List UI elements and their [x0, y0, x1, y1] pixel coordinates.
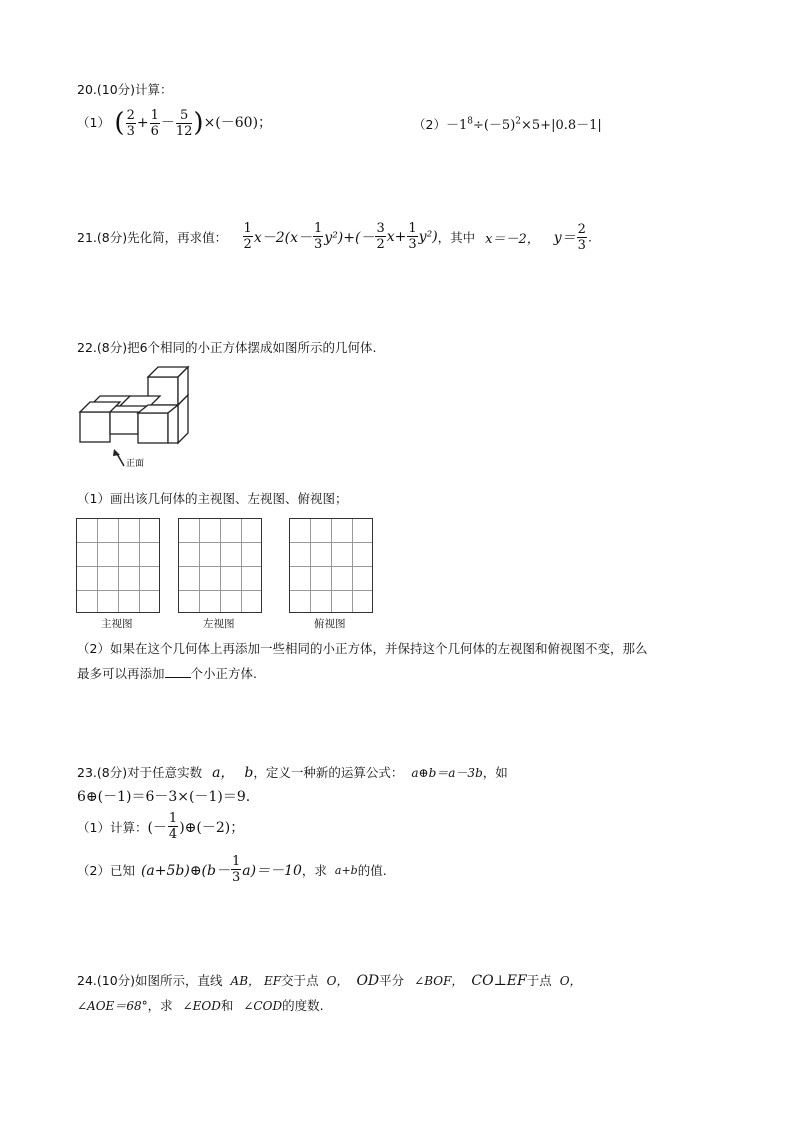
q23-part1: （1）计算：(－ $\frac{1}{4}$ )⊕(－2)；: [77, 811, 245, 842]
frac: $\frac{2}{3}$: [126, 107, 135, 139]
answer-blank[interactable]: [165, 665, 191, 678]
q20-part1-label: （1）: [77, 115, 110, 130]
cube-figure: [78, 364, 193, 472]
q22-part2-line2: 最多可以再添加 个小正方体.: [77, 666, 257, 681]
q20-part2: $(2)-1^8\div(-5)^2\times 5+|0.8-1|$: [413, 116, 602, 133]
main-view-label: 主视图: [101, 618, 133, 630]
q24-line1: 24.(10分)如图所示，直线 AB， EF交于点 O， OD平分 ∠BOF， CO⊥EF于点 O，: [77, 973, 582, 989]
q23-heading: 23.(8分)对于任意实数 a， b，定义一种新的运算公式： a⊕b＝a－3b，如: [77, 765, 508, 781]
q21-question: 21.(8分)先化简，再求值： $\frac{1}{2}$ x－2(x－ $\frac{1}{3}$ y²)+(－ $\frac{3}{2}$ x+ $\frac{1}{3}$ y²)，其中 x＝－2， y＝ $\frac{2}{3}$ .: [77, 221, 592, 253]
top-view-grid[interactable]: [289, 518, 373, 613]
q23-part2: （2）已知 (a+5b)⊕(b－ $\frac{1}{3}$ a)＝－10，求 a+b的值.: [77, 854, 387, 885]
q23-example: 6⊕(－1)＝6－3×(－1)＝9.: [77, 789, 251, 805]
q20-heading: 20.(10分)计算：: [77, 82, 173, 97]
main-view-grid[interactable]: [76, 518, 160, 613]
q22-heading: 22.(8分)把6个相同的小正方体摆成如图所示的几何体.: [77, 340, 377, 355]
front-label: 正面: [126, 459, 145, 469]
q22-part2-line1: （2）如果在这个几何体上再添加一些相同的小正方体，并保持这个几何体的左视图和俯视图不变，那么: [77, 641, 648, 656]
left-view-label: 左视图: [203, 618, 235, 630]
left-view-grid[interactable]: [178, 518, 262, 613]
q20-part1: （1） ( $\frac{2}{3}$ + $\frac{1}{6}$ － $\frac{5}{12}$ )×(－60)；: [77, 107, 273, 139]
top-view-label: 俯视图: [314, 618, 346, 630]
q24-line2: ∠AOE＝68°，求 ∠EOD和 ∠COD的度数.: [77, 998, 324, 1013]
q22-part1: （1）画出该几何体的主视图、左视图、俯视图；: [77, 491, 348, 506]
